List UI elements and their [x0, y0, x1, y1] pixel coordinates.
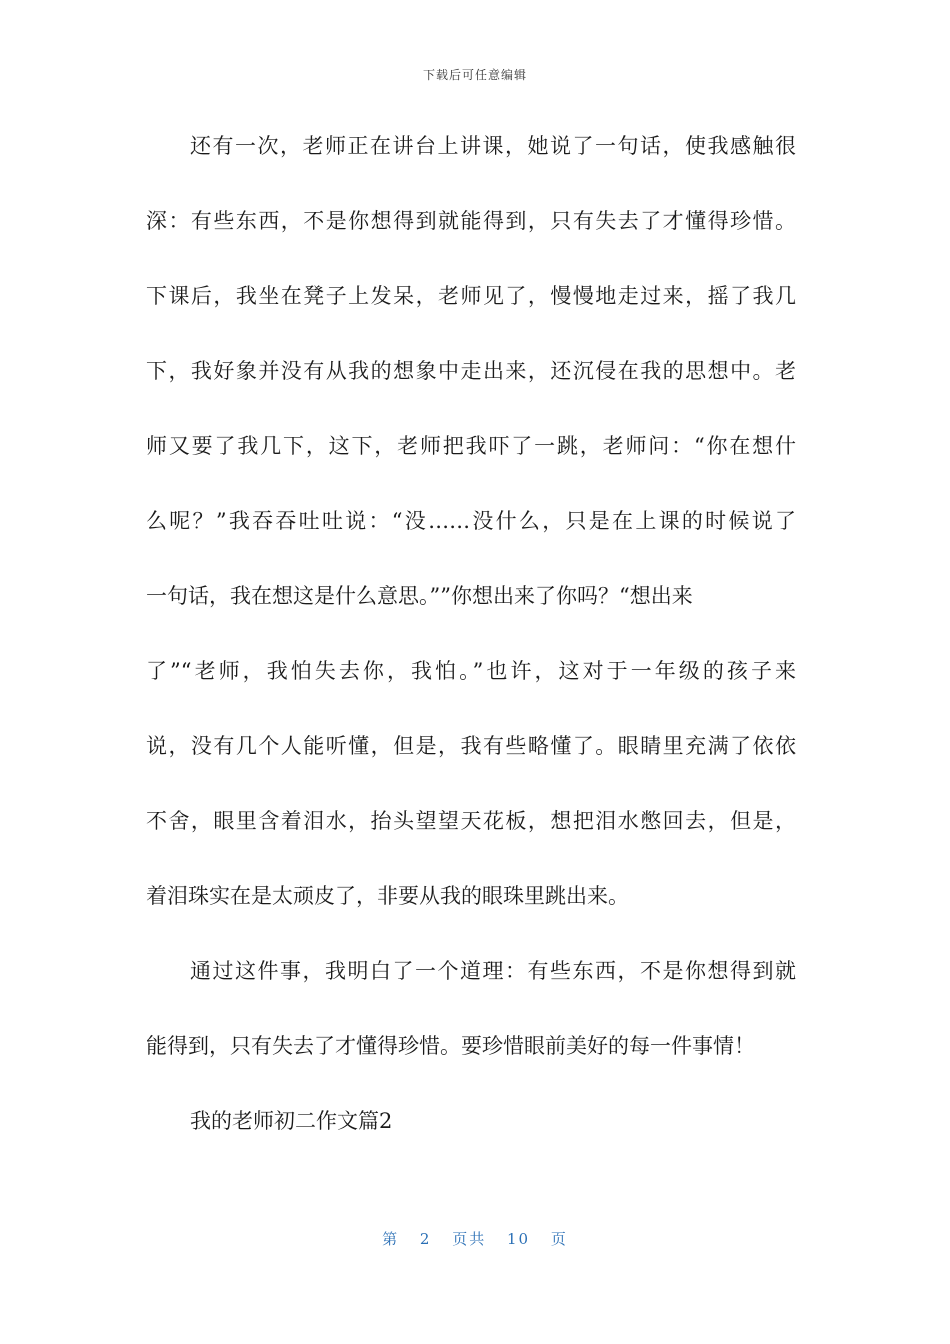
text-line: 通过这件事，我明白了一个道理：有些东西，不是你想得到就 [190, 959, 796, 983]
document-body [146, 128, 796, 1178]
page-header: 下载后可任意编辑 [422, 68, 527, 82]
text-line: 还有一次，老师正在讲台上讲课，她说了一句话，使我感触很 [190, 134, 796, 158]
text-line: 不舍，眼里含着泪水，抬头望望天花板，想把泪水憋回去，但是， [146, 809, 796, 833]
text-line: 深：有些东西，不是你想得到就能得到，只有失去了才懂得珍惜。 [146, 209, 796, 233]
page-footer: 第 2 页共 10 页 [382, 1230, 568, 1248]
text-line: 了”“老师，我怕失去你，我怕。”也许，这对于一年级的孩子来 [146, 659, 796, 683]
text-line: 说，没有几个人能听懂，但是，我有些略懂了。眼睛里充满了依依 [146, 734, 796, 758]
text-line: 着泪珠实在是太顽皮了，非要从我的眼珠里跳出来。 [146, 884, 629, 908]
text-line: 下，我好象并没有从我的想象中走出来，还沉侵在我的思想中。老 [146, 359, 796, 383]
text-line: 么呢？”我吞吞吐吐说：“没……没什么，只是在上课的时候说了 [146, 509, 796, 533]
text-line: 师又要了我几下，这下，老师把我吓了一跳，老师问：“你在想什 [146, 434, 796, 458]
text-line: 一句话，我在想这是什么意思。””你想出来了你吗？“想出来 [146, 584, 693, 608]
section-heading: 我的老师初二作文篇2 [190, 1109, 393, 1133]
text-line: 能得到，只有失去了才懂得珍惜。要珍惜眼前美好的每一件事情！ [146, 1034, 755, 1058]
text-line: 下课后，我坐在凳子上发呆，老师见了，慢慢地走过来，摇了我几 [146, 284, 796, 308]
